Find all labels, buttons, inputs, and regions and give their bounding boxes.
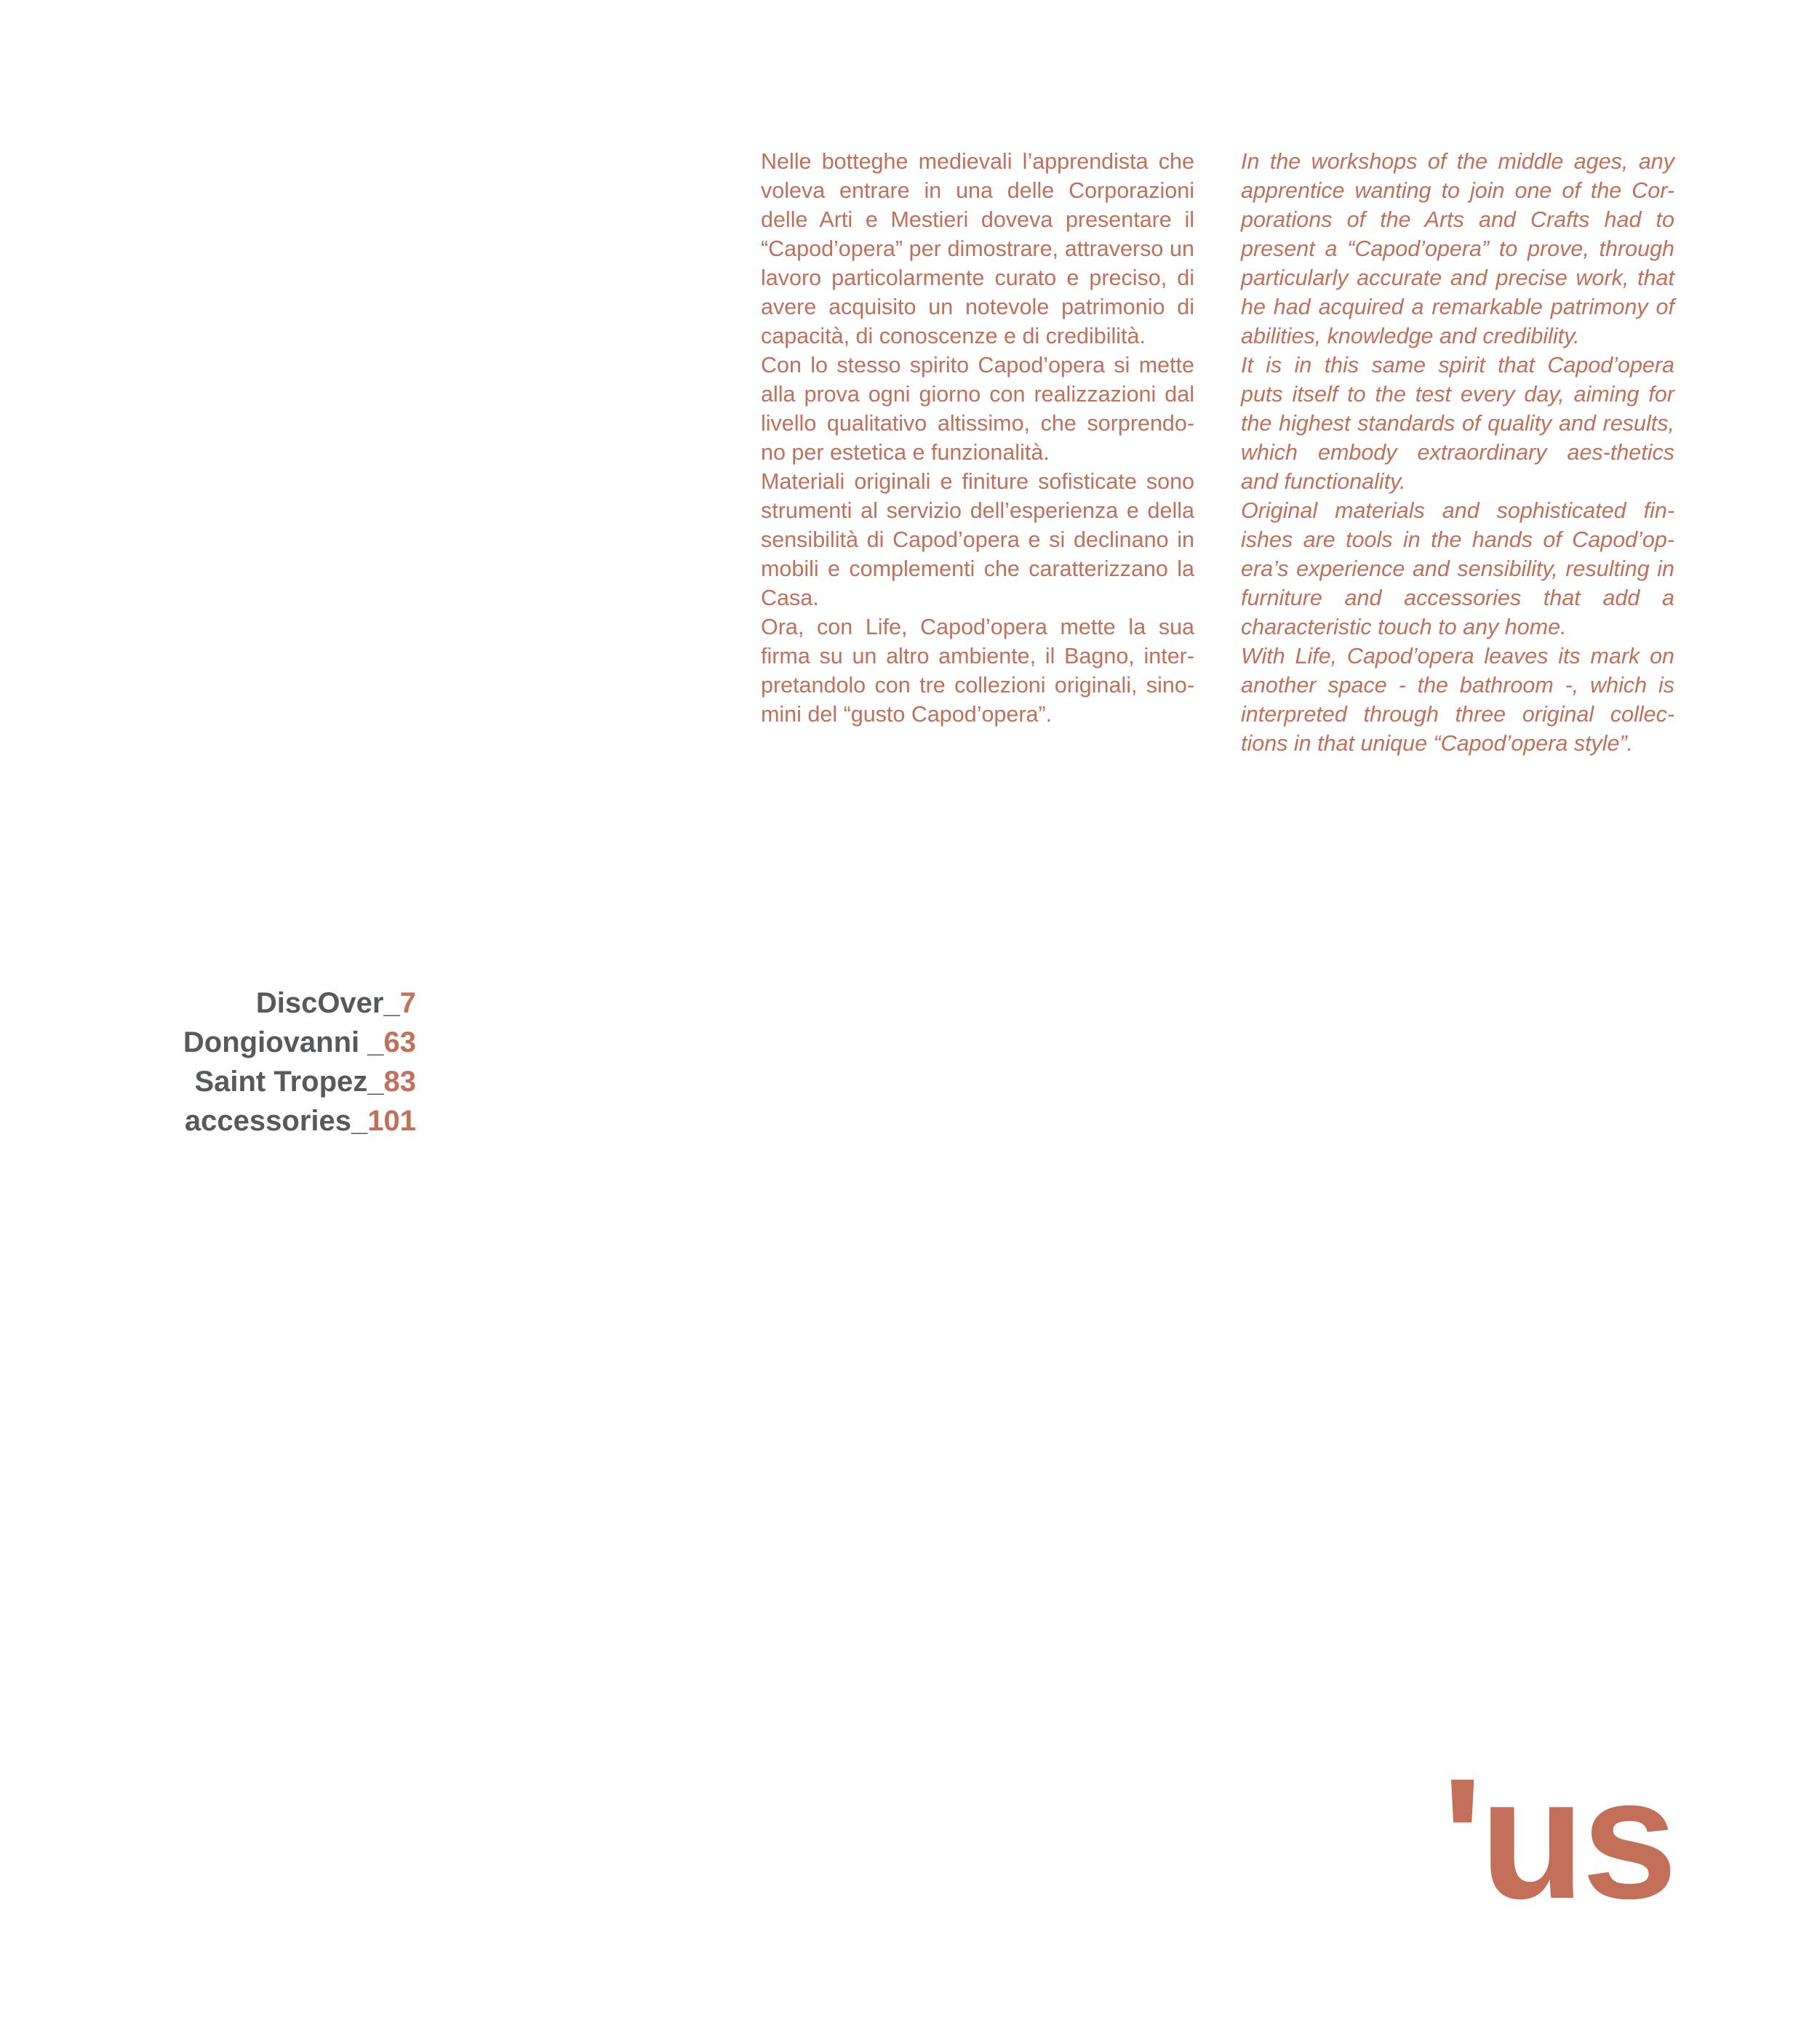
brand-mark: 'us	[1442, 1743, 1674, 1935]
toc-item-page: 7	[399, 987, 416, 1019]
paragraph-it-2: Con lo stesso spirito Capod’opera si mette alla prova ogni giorno con realizzazioni dal livello qualitativo altissimo, che sorprendo-no per estetica e funzionalità.	[761, 353, 1194, 465]
toc-item-name: Dongiovanni _	[183, 1026, 384, 1058]
paragraph-it-1: Nelle botteghe medievali l’apprendista che voleva entrare in una delle Corporazioni delle Arti e Mestieri doveva presentare il “Capod’opera” per dimostrare, attraverso un lavoro particolarmente curato e preciso, di avere acquisito un notevole patrimonio di capacità, di conoscenze e di credibilità.	[761, 149, 1194, 348]
paragraph-en-1: In the workshops of the middle ages, any apprentice wanting to join one of the Cor-porations of the Arts and Crafts had to present a “Capod’opera” to prove, through particularly accurate and precise work, that he had acquired a remarkable patrimony of abilities, knowledge and credibility.	[1241, 149, 1674, 348]
toc-item-accessories[interactable]	[131, 1101, 416, 1141]
intro-text-italian	[761, 147, 1194, 729]
table-of-contents	[131, 983, 416, 1141]
toc-item-saint-tropez[interactable]	[131, 1062, 416, 1101]
toc-item-name: accessories_	[184, 1105, 368, 1137]
paragraph-en-4: With Life, Capod’opera leaves its mark on another space - the bathroom -, which is interpreted through three original collec-tions in that unique “Capod’opera style”.	[1241, 644, 1674, 756]
toc-item-page: 101	[367, 1105, 416, 1137]
intro-text-english	[1241, 147, 1674, 758]
paragraph-en-2: It is in this same spirit that Capod’opera puts itself to the test every day, aiming for the highest standards of quality and results, which embody extraordinary aes-thetics and functionality.	[1241, 353, 1674, 494]
toc-item-name: Saint Tropez_	[194, 1066, 384, 1098]
toc-item-discover[interactable]	[131, 983, 416, 1023]
paragraph-it-4: Ora, con Life, Capod’opera mette la sua firma su un altro ambiente, il Bagno, inter-pretandolo con tre collezioni originali, sino-mini del “gusto Capod’opera”.	[761, 615, 1194, 727]
toc-item-name: DiscOver_	[255, 987, 400, 1019]
toc-item-dongiovanni[interactable]	[131, 1023, 416, 1062]
paragraph-en-3: Original materials and sophisticated fin-ishes are tools in the hands of Capod’op-era’s experience and sensibility, resulting in furniture and accessories that add a characteristic touch to any home.	[1241, 498, 1674, 639]
toc-item-page: 83	[383, 1066, 416, 1098]
toc-item-page: 63	[383, 1026, 416, 1058]
paragraph-it-3: Materiali originali e finiture sofisticate sono strumenti al servizio dell’esperienza e della sensibilità di Capod’opera e si declinano in mobili e complementi che caratterizzano la Casa.	[761, 469, 1194, 610]
